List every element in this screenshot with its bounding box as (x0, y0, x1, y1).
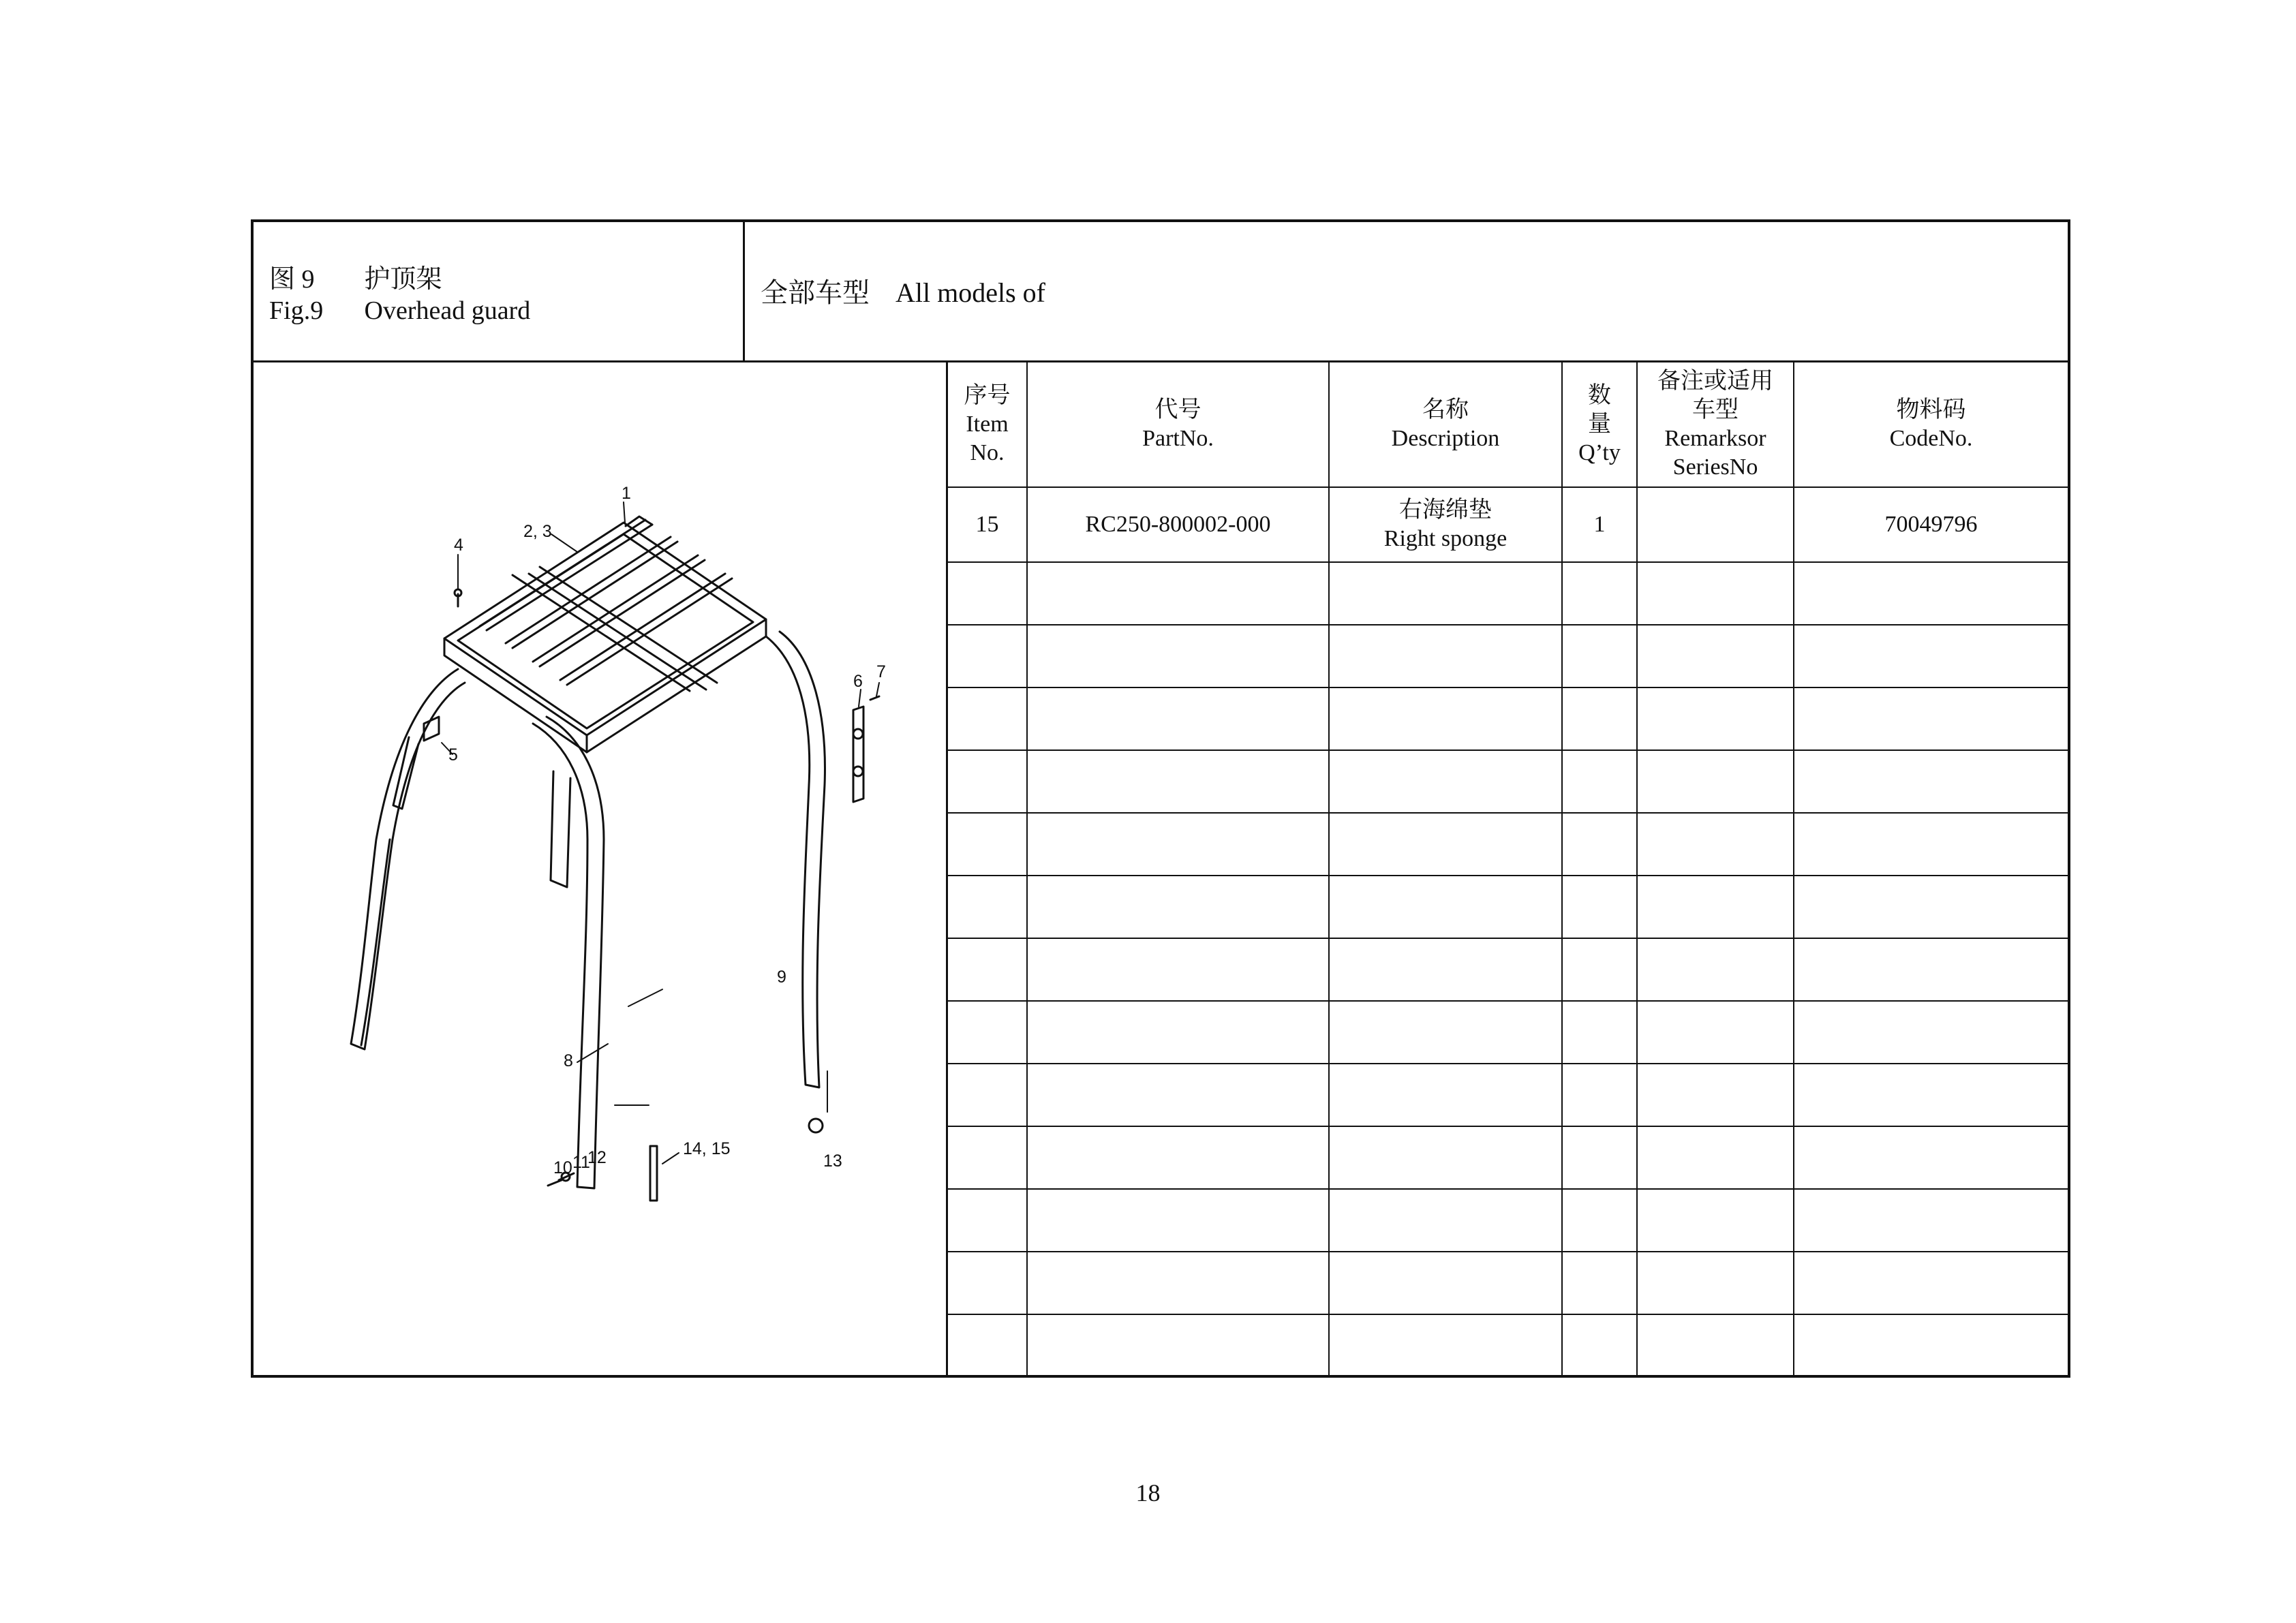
figure-number-cn: 图 9 (269, 265, 315, 294)
callout-6: 6 (853, 672, 863, 691)
part-no: RC250-800002-000 (1027, 487, 1329, 562)
figure-number-en: Fig.9 (269, 296, 324, 325)
page-number: 18 (1135, 1479, 1161, 1506)
empty-row (948, 1126, 2068, 1189)
models-en: All models of (896, 277, 1045, 308)
description: 右海绵垫 Right sponge (1329, 487, 1562, 562)
empty-row (948, 562, 2068, 625)
empty-row (948, 1189, 2068, 1252)
col-code-no: 物料码 CodeNo. (1794, 362, 2068, 487)
empty-row (948, 687, 2068, 750)
applicable-models (761, 271, 1045, 310)
code-no: 70049796 (1794, 487, 2068, 562)
callout-8: 8 (564, 1051, 573, 1070)
empty-row (948, 1252, 2068, 1314)
callout-14-15: 14, 15 (683, 1139, 731, 1158)
item-no: 15 (948, 487, 1027, 562)
col-quantity: 数 量 Q’ty (1562, 362, 1637, 487)
figure-title-block (254, 222, 745, 360)
remarks (1637, 487, 1794, 562)
callout-11: 11 (572, 1153, 590, 1172)
figure-title-cn: 护顶架 (364, 265, 442, 294)
empty-row (948, 938, 2068, 1001)
callout-2-3: 2, 3 (523, 522, 552, 541)
parts-sheet (251, 219, 2070, 1378)
empty-row (948, 750, 2068, 813)
callout-1: 1 (622, 484, 631, 503)
callout-4: 4 (454, 536, 463, 555)
figure-title-en: Overhead guard (364, 296, 531, 325)
callout-12: 12 (587, 1148, 607, 1167)
empty-row (948, 1001, 2068, 1064)
empty-row (948, 1064, 2068, 1126)
sheet-header (254, 222, 2068, 362)
callout-13: 13 (823, 1151, 842, 1171)
callout-9: 9 (777, 968, 786, 987)
col-item-no: 序号 Item No. (948, 362, 1027, 487)
table-row (948, 487, 2068, 562)
col-remarks: 备注或适用 车型 Remarksor SeriesNo (1637, 362, 1794, 487)
quantity: 1 (1562, 487, 1637, 562)
empty-row (948, 625, 2068, 687)
overhead-guard-illustration (254, 362, 943, 1378)
models-cn: 全部车型 (761, 277, 870, 308)
empty-row (948, 876, 2068, 938)
empty-row (948, 813, 2068, 876)
col-description: 名称 Description (1329, 362, 1562, 487)
callout-7: 7 (876, 662, 886, 681)
parts-table (948, 362, 2068, 1377)
table-header-row (948, 362, 2068, 487)
exploded-drawing (254, 362, 948, 1378)
callout-5: 5 (448, 745, 458, 764)
empty-row (948, 1314, 2068, 1377)
callout-10: 10 (553, 1158, 572, 1177)
col-part-no: 代号 PartNo. (1027, 362, 1329, 487)
